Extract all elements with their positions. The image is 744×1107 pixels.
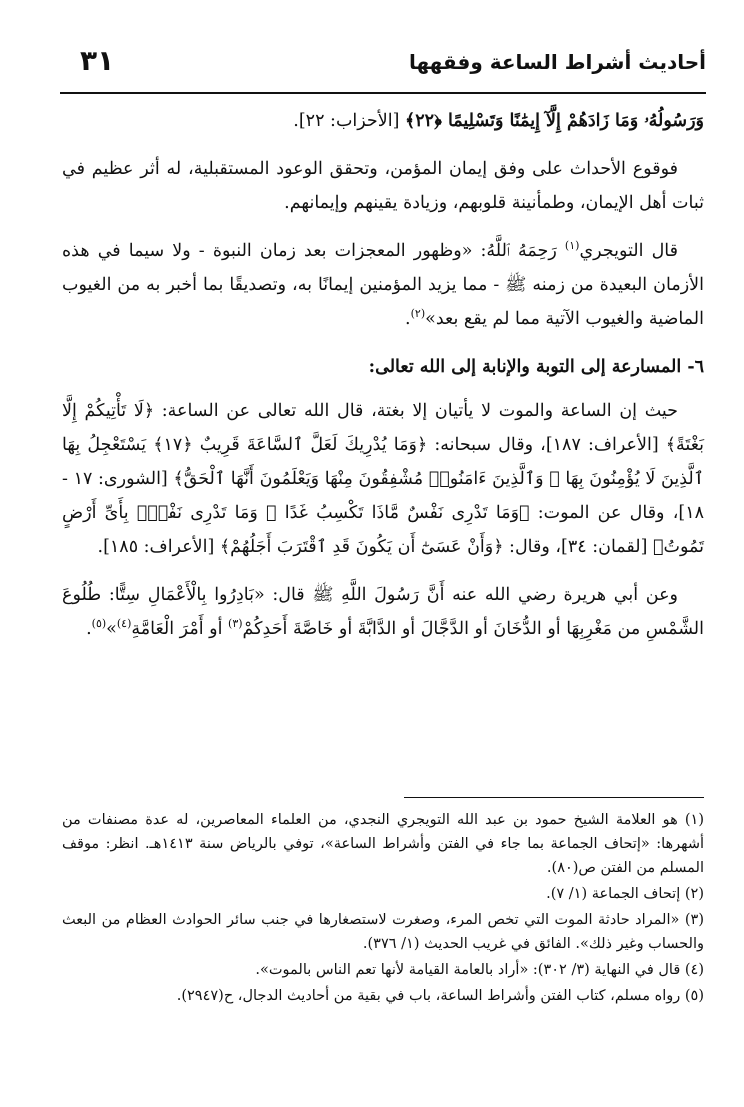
quran-verse: وَرَسُولُهُۥ وَمَا زَادَهُمْ إِلَّآ إِيمَٰنًا وَتَسْلِيمًا ﴿٢٢﴾ — [405, 111, 704, 131]
page-header — [60, 40, 706, 94]
footnote-separator — [404, 797, 704, 798]
hadith-text: وعن أبي هريرة رضي الله عنه أَنَّ رَسُولَ اللَّهِ ﷺ قال: «بَادِرُوا بِالْأَعْمَالِ سِتًّا: طُلُوعَ الشَّمْسِ من مَغْرِبِهَا أو الدُّخَانَ أو الدَّجَّالَ أو الدَّابَّةَ أو خَاصَّةَ أَحَدِكُمْ — [62, 585, 704, 639]
paragraph-3: حيث إن الساعة والموت لا يأتيان إلا بغتة، قال الله تعالى عن الساعة: ﴿لَا تَأْتِيكُمْ إِلَّا بَغْتَةً﴾ [الأعراف: ١٨٧]، وقال سبحانه: ﴿وَمَا يُدْرِيكَ لَعَلَّ ٱلسَّاعَةَ قَرِيبٌ ﴿١٧﴾ يَسْتَعْجِلُ بِهَا ٱلَّذِينَ لَا يُؤْمِنُونَ بِهَا ۖ وَٱلَّذِينَ ءَامَنُوا۟ مُشْفِقُونَ مِنْهَا وَيَعْلَمُونَ أَنَّهَا ٱلْحَقُّ﴾ [الشورى: ١٧ - ١٨]، وقال عن الموت: ﴿وَمَا تَدْرِى نَفْسٌ مَّاذَا تَكْسِبُ غَدًا ۖ وَمَا تَدْرِى نَفْسٌۢ بِأَىِّ أَرْضٍ تَمُوتُ﴾ [لقمان: ٣٤]، وقال: ﴿وَأَنْ عَسَىٰٓ أَن يَكُونَ قَدِ ٱقْتَرَبَ أَجَلُهُمْ﴾ [الأعراف: ١٨٥]. — [62, 401, 705, 557]
verse-reference: [الأحزاب: ٢٢]. — [293, 111, 400, 131]
paragraph-2-start: قال التويجري — [579, 241, 678, 261]
footnote-ref-3[interactable]: (٣) — [228, 617, 243, 631]
footnote-ref-5[interactable]: (٥) — [91, 617, 107, 631]
section-heading: ٦- المسارعة إلى التوبة والإنابة إلى الله تعالى: — [368, 357, 704, 377]
footnote-ref-1[interactable]: (١) — [564, 239, 580, 253]
paragraph-2: قال التويجري$^{(١)}$ رَحِمَهُ ٱللَّهُ: «وظهور المعجزات بعد زمان النبوة - ولا سيما في هذه الأزمان البعيدة من زمنه ﷺ - مما يزيد المؤمنين إيمانًا به، وتصديقًا بما أخبر به من الغيوب الماضية والغيوب الآتية مما لم يقع بعد»$^{(٢)}$. — [62, 239, 704, 329]
hadith-end: . — [86, 619, 92, 639]
footnote-ref-4[interactable]: (٤) — [116, 617, 132, 631]
footnote-5: (٥) رواه مسلم، كتاب الفتن وأشراط الساعة، باب في بقية من أحاديث الدجال، ح(٢٩٤٧). — [176, 988, 704, 1004]
paragraph-1: فوقوع الأحداث على وفق إيمان المؤمن، وتحقق الوعود المستقبلية، له أثر عظيم في ثبات أهل الإيمان، وطمأنينة قلوبهم، وزيادة يقينهم وإيمانهم. — [62, 159, 704, 213]
footnote-4: (٤) قال في النهاية (٣/ ٣٠٢): «أراد بالعامة القيامة لأنها تعم الناس بالموت». — [255, 962, 704, 978]
paragraph-4 — [62, 578, 704, 646]
page-number: ٣١ — [80, 44, 115, 77]
quran-verse-line — [62, 104, 704, 138]
main-text — [62, 104, 704, 660]
footnotes — [62, 808, 704, 1010]
footnote-ref-2[interactable]: (٢) — [410, 307, 426, 321]
paragraph-2-text: رَحِمَهُ ٱللَّهُ: «وظهور المعجزات بعد زمان النبوة - ولا سيما في هذه الأزمان البعيدة من زمنه ﷺ - مما يزيد المؤمنين إيمانًا به، وتصديقًا بما أخبر به من الغيوب الماضية والغيوب الآتية مما لم يقع بعد» — [62, 241, 704, 329]
footnote-3: (٣) «المراد حادثة الموت التي تخص المرء، وصغرت لاستصغارها في جنب سائر الحوادث العظام من البعث والحساب وغير ذلك». الفائق في غريب الحديث (١/ ٣٧٦). — [62, 912, 704, 952]
footnote-1: (١) هو العلامة الشيخ حمود بن عبد الله التويجري النجدي، من العلماء المعاصرين، له عدة مصنفات من أشهرها: «إتحاف الجماعة بما جاء في الفتن وأشراط الساعة»، توفي بالرياض سنة ١٤١٣هـ. انظر: موقف المسلم من الفتن ص(٨٠). — [62, 812, 705, 876]
hadith-text-3: » — [106, 619, 117, 639]
hadith-text-2: أو أَمْرَ الْعَامَّةِ — [131, 619, 229, 639]
running-title: أحاديث أشراط الساعة وفقهها — [408, 50, 706, 74]
footnote-2: (٢) إتحاف الجماعة (١/ ٧). — [546, 886, 704, 902]
